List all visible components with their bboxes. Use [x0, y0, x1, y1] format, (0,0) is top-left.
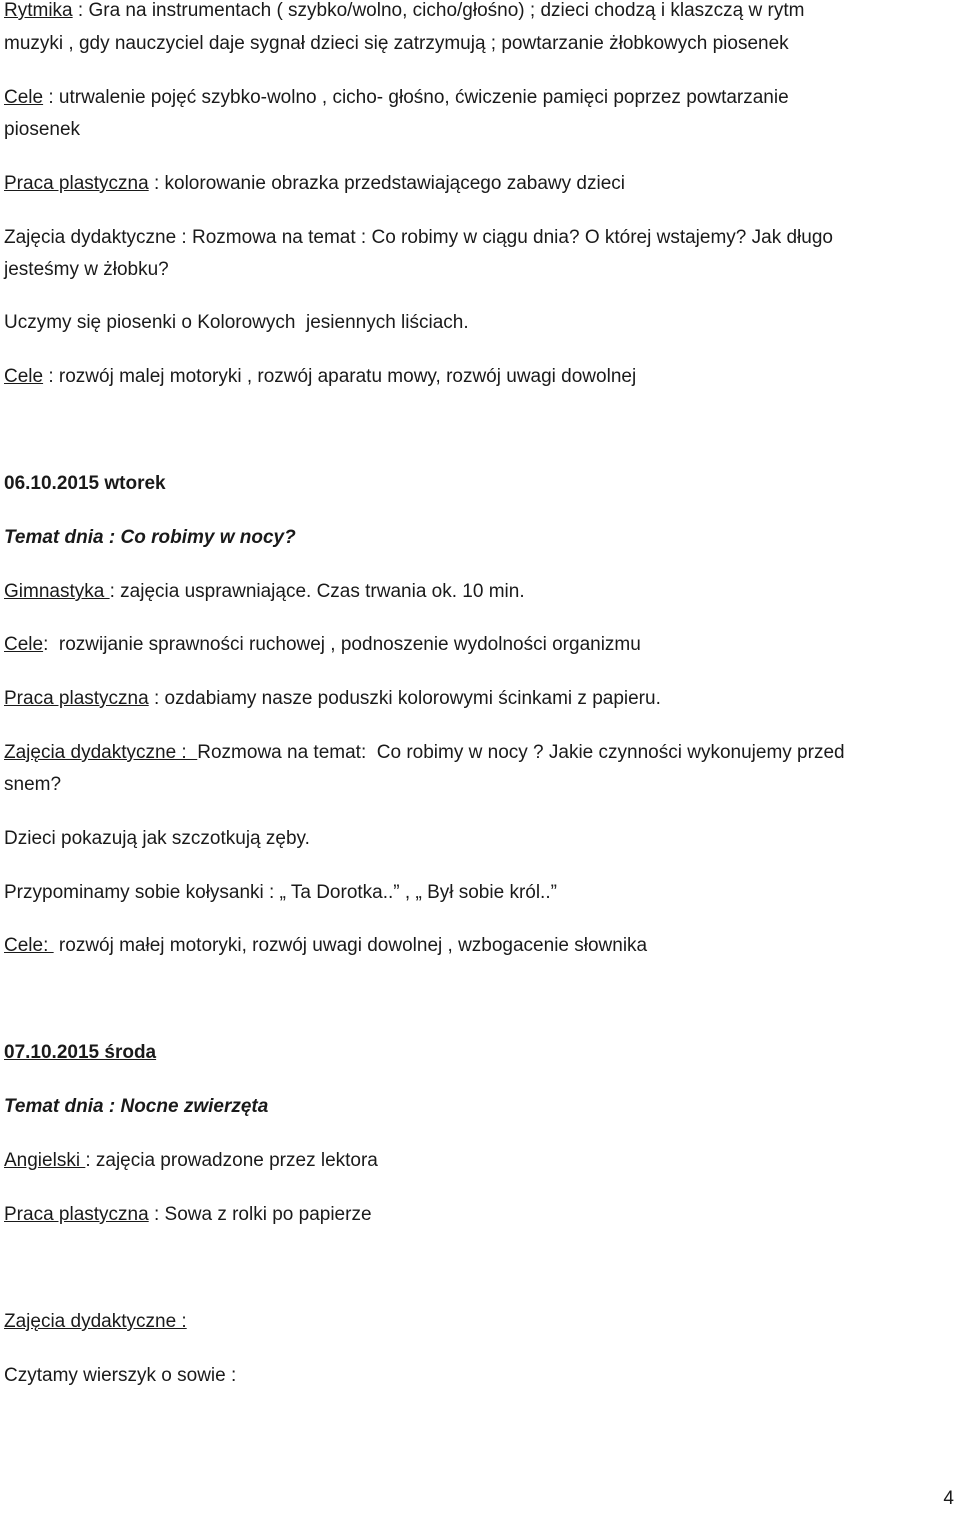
- cele-text: : rozwój malej motoryki , rozwój aparatu mowy, rozwój uwagi dowolnej: [43, 366, 637, 387]
- angielski-line: [4, 1144, 378, 1177]
- zajecia-line-1: Zajęcia dydaktyczne : Rozmowa na temat : Co robimy w ciągu dnia? O której wstajemy? Jak długo: [4, 227, 833, 248]
- rytmika-line-1: [4, 0, 804, 27]
- section-label-cele: Cele: [4, 366, 44, 387]
- section-label-praca-plastyczna: Praca plastyczna: [4, 688, 149, 709]
- separator: :: [72, 0, 89, 21]
- section-label-praca-plastyczna: Praca plastyczna: [4, 173, 149, 194]
- gimnastyka-text: : zajęcia usprawniające. Czas trwania ok. 10 min.: [109, 581, 525, 602]
- section-label-cele: Cele: [4, 634, 44, 655]
- section-label-praca-plastyczna: Praca plastyczna: [4, 1204, 149, 1225]
- praca-plastyczna-line-2: [4, 682, 661, 715]
- cele-line-1: [4, 81, 789, 114]
- piosenka-line: Uczymy się piosenki o Kolorowych jesiennych liściach.: [4, 312, 469, 333]
- kolysanki-line: Przypominamy sobie kołysanki : „ Ta Dorotka..” , „ Był sobie król..”: [4, 882, 557, 903]
- section-label-rytmika: Rytmika: [4, 0, 73, 21]
- cele-line-3: [4, 360, 636, 393]
- topic-of-day-tuesday: Temat dnia : Co robimy w nocy?: [4, 527, 296, 548]
- date-heading-wednesday: 07.10.2015 środa: [4, 1042, 157, 1063]
- cele-text: : rozwijanie sprawności ruchowej , podnoszenie wydolności organizmu: [43, 634, 641, 655]
- zajecia-line-5: [4, 1305, 187, 1338]
- section-label-cele: Cele:: [4, 935, 54, 956]
- rytmika-line-2: muzyki , gdy nauczyciel daje sygnał dzieci się zatrzymują ; powtarzanie żłobkowych piosenek: [4, 33, 789, 54]
- section-label-gimnastyka: Gimnastyka: [4, 581, 110, 602]
- section-label-zajecia-dydaktyczne: Zajęcia dydaktyczne :: [4, 1311, 187, 1332]
- praca-plastyczna-line: [4, 167, 625, 200]
- section-label-zajecia-dydaktyczne: Zajęcia dydaktyczne :: [4, 742, 198, 763]
- praca-plastyczna-line-3: [4, 1198, 372, 1231]
- wierszyk-line: Czytamy wierszyk o sowie :: [4, 1365, 237, 1386]
- praca-plastyczna-text: : kolorowanie obrazka przedstawiającego zabawy dzieci: [148, 173, 625, 194]
- zajecia-text: Rozmowa na temat: Co robimy w nocy ? Jakie czynności wykonujemy przed: [197, 742, 845, 763]
- gimnastyka-line: [4, 575, 525, 608]
- rytmika-text: Gra na instrumentach ( szybko/wolno, cicho/głośno) ; dzieci chodzą i klaszczą w rytm: [88, 0, 805, 21]
- praca-plastyczna-text: : Sowa z rolki po papierze: [148, 1204, 372, 1225]
- page-number: 4: [943, 1488, 954, 1509]
- cele-text: : utrwalenie pojęć szybko-wolno , cicho- głośno, ćwiczenie pamięci poprzez powtarzanie: [43, 87, 789, 108]
- cele-text: rozwój małej motoryki, rozwój uwagi dowolnej , wzbogacenie słownika: [53, 935, 648, 956]
- topic-of-day-wednesday: Temat dnia : Nocne zwierzęta: [4, 1096, 269, 1117]
- cele-line-4: [4, 628, 641, 661]
- section-label-cele: Cele: [4, 87, 44, 108]
- section-label-angielski: Angielski: [4, 1150, 86, 1171]
- cele-line-5: [4, 929, 647, 962]
- zajecia-line-3: [4, 736, 845, 769]
- zajecia-line-2: jesteśmy w żłobku?: [4, 259, 169, 280]
- angielski-text: : zajęcia prowadzone przez lektora: [85, 1150, 378, 1171]
- zajecia-line-4: snem?: [4, 774, 62, 795]
- praca-plastyczna-text: : ozdabiamy nasze poduszki kolorowymi ścinkami z papieru.: [148, 688, 661, 709]
- cele-line-2: piosenek: [4, 119, 81, 140]
- dzieci-line: Dzieci pokazują jak szczotkują zęby.: [4, 828, 310, 849]
- date-heading-tuesday: 06.10.2015 wtorek: [4, 473, 166, 494]
